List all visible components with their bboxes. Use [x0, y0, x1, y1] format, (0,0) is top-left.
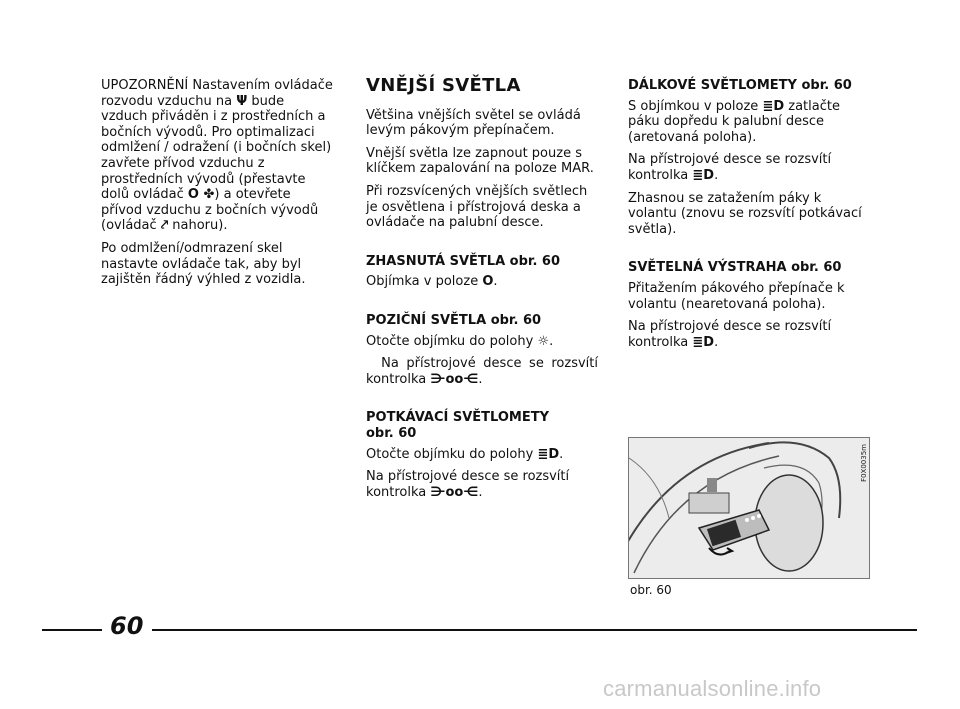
figure-caption: obr. 60	[630, 583, 672, 597]
off-position-icon: O	[482, 274, 494, 290]
low-beam-indicator: Na přístrojové desce se rozsvítí kontrolka ⋺oo⋲.	[366, 469, 570, 500]
high-beam-text-1	[628, 99, 868, 146]
figure-ref: obr. 60	[490, 312, 542, 328]
lights-intro-1: Většina vnějších světel se ovládá levým pákovým přepínačem.	[366, 107, 581, 139]
warning-text-1: UPOZORNĚNÍ Nastavením ovládače rozvodu vzduchu na	[101, 78, 333, 109]
indicator-text: Na přístrojové desce se rozsvítí kontrolka	[366, 469, 570, 500]
figure-ref: obr. 60	[366, 425, 417, 441]
lights-off-heading	[366, 254, 598, 270]
defog-paragraph: Po odmlžení/odmrazení skel nastavte ovládače tak, aby byl zajištěn řádný výhled z vozidla.	[101, 240, 306, 288]
figure-code: F0X0035m	[860, 444, 868, 482]
lights-intro-2: Vnější světla lze zapnout pouze s klíčkem zapalování na poloze MAR.	[366, 145, 594, 177]
high-beam-icon: ≣D	[692, 334, 715, 350]
air-distribution-icon: Ψ	[236, 93, 248, 109]
lights-intro-3: Při rozsvícených vnějších světlech je osvětlena i přístrojová deska a ovládače na palubní desce.	[366, 183, 588, 231]
warning-paragraph	[101, 78, 333, 234]
indicator-text: Na přístrojové desce se rozsvítí kontrolka	[366, 356, 599, 387]
warning-text-4: nahoru).	[172, 218, 228, 234]
figure-ref: obr. 60	[791, 260, 842, 276]
lights-off-label: Objímka v poloze	[366, 274, 479, 290]
position-lights-indicator: Na přístrojové desce se rozsvítí kontrolka ⋺oo⋲.	[366, 356, 599, 387]
low-beam-text: Otočte objímku do polohy ≣D.	[366, 446, 564, 462]
low-beam-title: POTKÁVACÍ SVĚTLOMETY	[366, 410, 549, 426]
indicator-text: Na přístrojové desce se rozsvítí kontrolka	[628, 319, 832, 350]
lights-off-text: Objímka v poloze O.	[366, 274, 498, 290]
high-beam-text-a: S objímkou v poloze	[628, 98, 759, 114]
section-title: VNĚJŠÍ SVĚTLA	[366, 75, 521, 96]
steering-column-illustration	[629, 438, 869, 578]
vent-control-icon: O ✤	[187, 187, 215, 203]
low-beam-icon: ≣D	[762, 98, 785, 114]
high-beam-icon: ≣D	[692, 167, 715, 183]
position-lights-heading	[366, 313, 598, 329]
sun-icon: ☼	[537, 333, 550, 349]
column-left	[101, 78, 333, 295]
column-middle	[366, 75, 599, 507]
high-beam-heading	[628, 78, 868, 94]
high-beam-title: DÁLKOVÉ SVĚTLOMETY	[628, 78, 797, 93]
position-lights-text: Otočte objímku do polohy ☼.	[366, 333, 554, 349]
indicator-text: Na přístrojové desce se rozsvítí kontrolka	[628, 152, 832, 183]
flash-title: SVĚTELNÁ VÝSTRAHA	[628, 260, 787, 276]
watermark: carmanualsonline.info	[603, 676, 822, 701]
high-beam-off-text: Zhasnou se zatažením páky k volantu (znovu se rozsvítí potkávací světla).	[628, 190, 862, 237]
flash-heading	[628, 260, 868, 276]
position-lights-title: POZIČNÍ SVĚTLA	[366, 312, 487, 328]
warning-text-2: bude vzduch přiváděn i z prostředních a bočních vývodů. Pro optimalizaci odmlžení / odražení (i bočních skel) zavřete přívod vzduchu z prostředních vývodů (přestavte dolů ovládač	[101, 93, 332, 203]
flash-text: Přitažením pákového přepínače k volantu (nearetovaná poloha).	[628, 280, 845, 312]
warning-text-3: ) a otevřete přívod vzduchu z bočních vývodů (ovládač	[101, 187, 319, 234]
page-number: 60	[110, 612, 144, 640]
column-right	[628, 78, 868, 357]
high-beam-indicator: Na přístrojové desce se rozsvítí kontrolka ≣D.	[628, 152, 832, 183]
side-lights-indicator-icon: ⋺oo⋲	[430, 484, 479, 500]
side-lights-indicator-icon: ⋺oo⋲	[430, 371, 479, 387]
side-vent-icon: ⤤	[160, 218, 169, 234]
footer-rule-left	[42, 629, 102, 631]
figure-ref: obr. 60	[509, 253, 561, 269]
high-beam-text-b: zatlačte páku dopředu k palubní desce (aretovaná poloha).	[628, 98, 840, 145]
lights-off-title: ZHASNUTÁ SVĚTLA	[366, 253, 506, 269]
low-beam-label: Otočte objímku do polohy	[366, 446, 534, 462]
flash-indicator: Na přístrojové desce se rozsvítí kontrolka ≣D.	[628, 319, 832, 350]
footer-rule-right	[152, 629, 917, 631]
figure-60-steering-stalk	[628, 437, 870, 579]
position-lights-label: Otočte objímku do polohy	[366, 333, 534, 349]
low-beam-heading	[366, 410, 598, 441]
figure-ref: obr. 60	[801, 78, 852, 93]
low-beam-icon: ≣D	[537, 446, 560, 462]
